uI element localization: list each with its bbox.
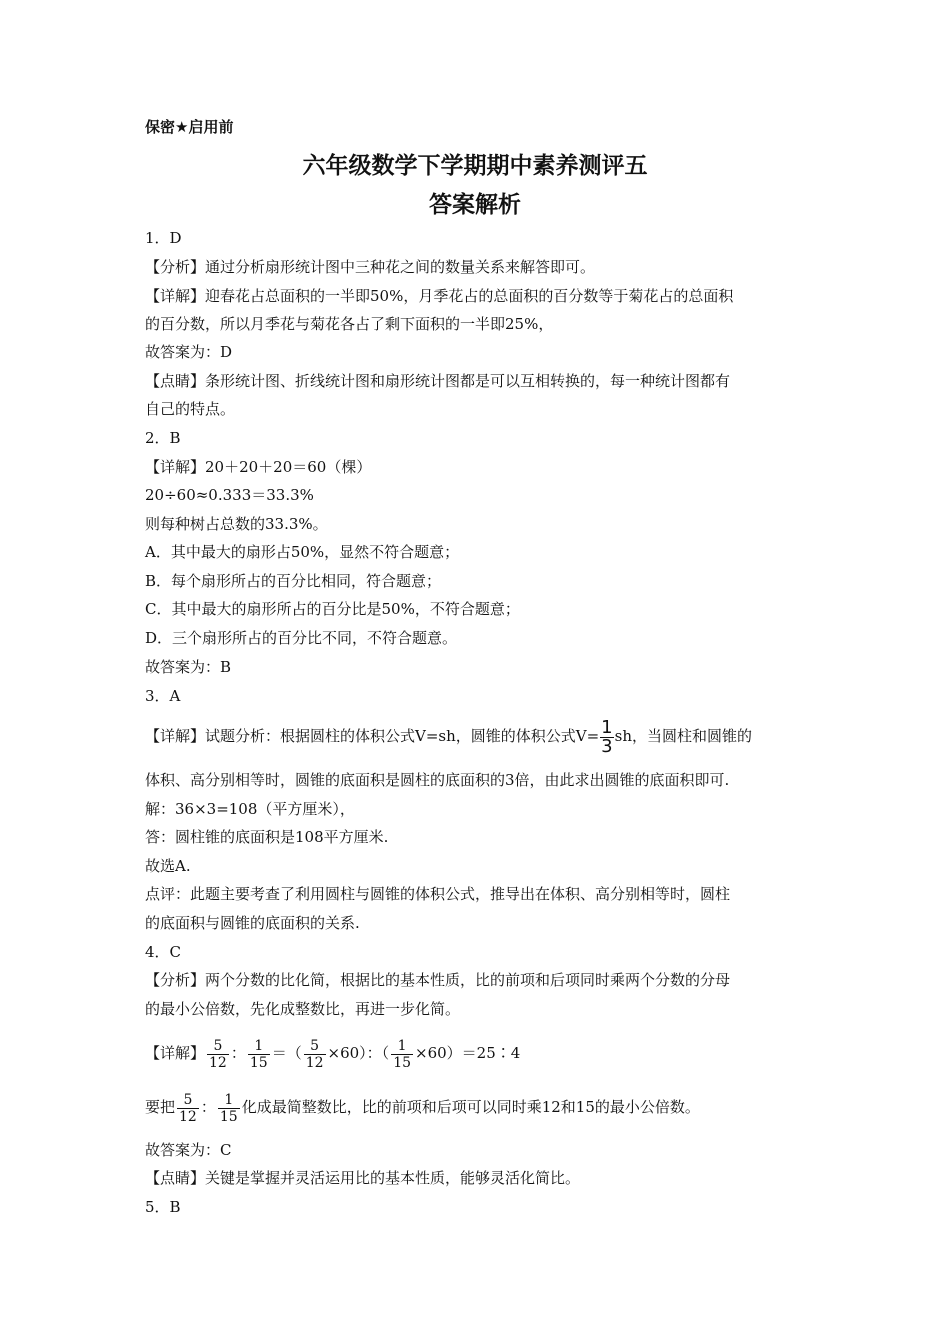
text-line: 【详解】迎春花占总面积的一半即50%，月季花占的总面积的百分数等于菊花占的总面积	[145, 287, 734, 305]
text-line: B．每个扇形所占的百分比相同，符合题意；	[145, 572, 442, 590]
fraction	[304, 1038, 326, 1071]
text-line: 【分析】通过分析扇形统计图中三种花之间的数量关系来解答即可。	[145, 258, 596, 276]
text-line: 体积、高分别相等时，圆锥的底面积是圆柱的底面积的3倍，由此求出圆锥的底面积即可.	[145, 771, 730, 789]
text-line: 故选A.	[145, 857, 191, 875]
text-segment: 【详解】试题分析：根据圆柱的体积公式V=sh，圆锥的体积公式V=	[145, 727, 600, 745]
text-line: 【点睛】条形统计图、折线统计图和扇形统计图都是可以互相转换的，每一种统计图都有	[145, 372, 731, 390]
text-line: 解：36×3=108（平方厘米），	[145, 800, 355, 818]
fraction-numerator: 1	[391, 1038, 413, 1055]
text-line: D．三个扇形所占的百分比不同，不符合题意。	[145, 629, 458, 647]
answer-number: 2．B	[145, 429, 181, 447]
text-line: 则每种树占总数的33.3%。	[145, 515, 328, 533]
page-title: 六年级数学下学期期中素养测评五	[302, 153, 648, 179]
text-line: 【分析】两个分数的比化简，根据比的基本性质，比的前项和后项同时乘两个分数的分母	[145, 971, 731, 989]
text-segment: ：	[230, 1044, 246, 1062]
text-line: 的百分数，所以月季花与菊花各占了剩下面积的一半即25%，	[145, 315, 554, 333]
fraction-denominator: 12	[305, 1054, 324, 1071]
answer-number: 1．D	[145, 229, 182, 247]
fraction	[177, 1092, 199, 1125]
fraction-denominator: 12	[179, 1108, 197, 1125]
answer-number: 5．B	[145, 1198, 181, 1216]
fraction-numerator: 5	[177, 1092, 199, 1109]
text-line: A．其中最大的扇形占50%，显然不符合题意；	[145, 543, 460, 561]
text-line: 【详解】20＋20＋20＝60（棵）	[145, 458, 372, 476]
fraction-denominator: 12	[209, 1054, 227, 1071]
text-line: 答：圆柱锥的底面积是108平方厘米.	[145, 828, 389, 846]
text-segment: 化成最简整数比，比的前项和后项可以同时乘12和15的最小公倍数。	[241, 1098, 700, 1116]
text-segment: ：	[200, 1098, 216, 1116]
fraction	[218, 1092, 240, 1125]
fraction-denominator: 3	[601, 735, 613, 757]
text-line: 故答案为：D	[145, 343, 233, 361]
fraction-numerator: 5	[304, 1038, 326, 1055]
formula-line	[145, 1033, 520, 1073]
confidential-label: 保密★启用前	[145, 118, 234, 136]
fraction-numerator: 5	[207, 1038, 229, 1055]
text-line: 自己的特点。	[145, 400, 236, 418]
text-line: 点评：此题主要考查了利用圆柱与圆锥的体积公式，推导出在体积、高分别相等时，圆柱	[145, 885, 731, 903]
text-line: C．其中最大的扇形所占的百分比是50%，不符合题意；	[145, 600, 520, 618]
fraction	[207, 1038, 229, 1071]
text-segment: sh，当圆柱和圆锥的	[614, 727, 752, 745]
answer-number: 4．C	[145, 943, 182, 961]
text-segment: 要把	[145, 1098, 176, 1116]
page-subtitle: 答案解析	[429, 192, 521, 218]
fraction-denominator: 15	[219, 1108, 238, 1125]
fraction-numerator: 1	[601, 716, 613, 738]
fraction-numerator: 1	[218, 1092, 240, 1109]
fraction-numerator: 1	[248, 1038, 270, 1055]
text-line: 的底面积与圆锥的底面积的关系.	[145, 914, 360, 932]
text-segment: ×60）＝25∶4	[415, 1044, 521, 1062]
answer-number: 3．A	[145, 687, 181, 705]
text-segment: ×60）：（	[327, 1044, 390, 1062]
text-segment: 【详解】	[145, 1044, 206, 1062]
text-line: 的最小公倍数，先化成整数比，再进一步化简。	[145, 1000, 461, 1018]
fraction-denominator: 15	[249, 1054, 268, 1071]
fraction	[391, 1038, 413, 1071]
text-line: 故答案为：B	[145, 658, 232, 676]
fraction	[600, 716, 613, 757]
text-line: 20÷60≈0.333＝33.3%	[145, 486, 314, 504]
text-line: 故答案为：C	[145, 1141, 232, 1159]
text-segment: ＝（	[271, 1044, 302, 1062]
formula-line	[145, 717, 752, 756]
text-line: 【点睛】关键是掌握并灵活运用比的基本性质，能够灵活化简比。	[145, 1169, 581, 1187]
fraction	[248, 1038, 270, 1071]
formula-line	[145, 1087, 700, 1127]
fraction-denominator: 15	[393, 1054, 412, 1071]
